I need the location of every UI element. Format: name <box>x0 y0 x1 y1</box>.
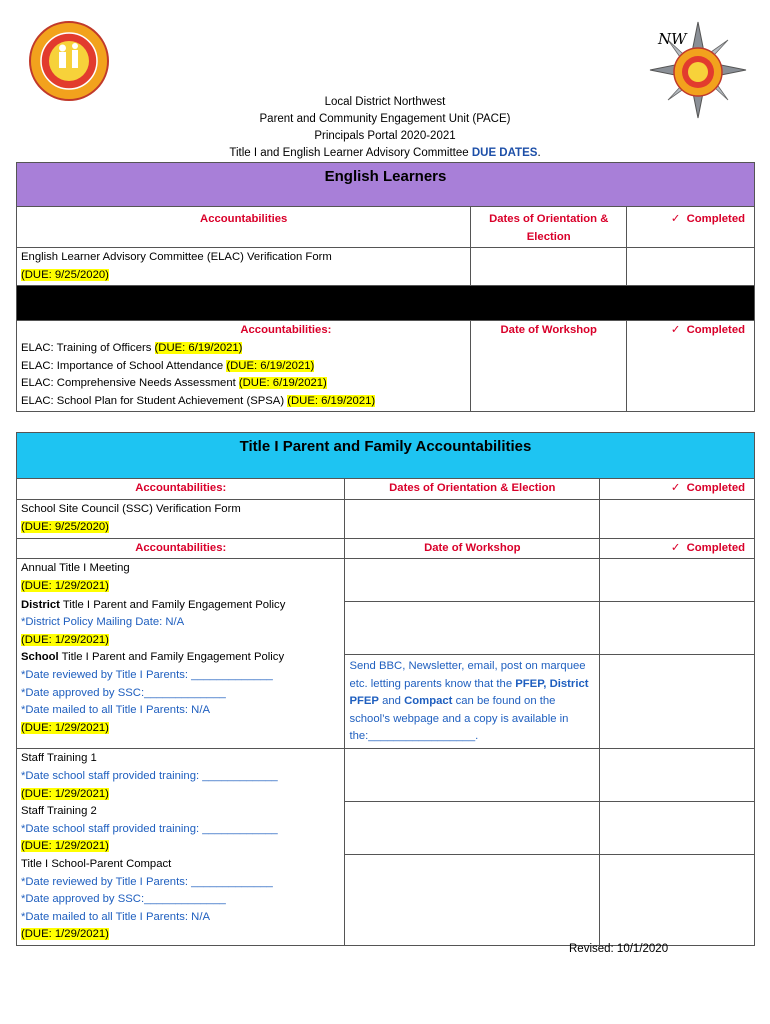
ssc-form-due: (DUE: 9/25/2020) <box>21 521 109 534</box>
school-pfep-note-1: *Date reviewed by Title I Parents: _____________ <box>21 668 273 681</box>
t1-accountabilities-header-2: Accountabilities: <box>17 539 344 560</box>
english-learners-table <box>16 162 755 412</box>
school-pfep-text: Title I Parent and Family Engagement Policy <box>58 651 285 664</box>
t1-workshop-dates-col <box>345 538 600 749</box>
send-note-c: and <box>378 695 405 708</box>
staff-training-2-date-cell[interactable] <box>345 802 599 855</box>
school-parent-compact: Title I School-Parent Compact <box>21 857 172 870</box>
lausd-board-of-education-seal-icon <box>28 20 110 102</box>
elac-item-4-due: (DUE: 6/19/2021) <box>287 394 376 407</box>
send-bbc-note <box>345 655 599 748</box>
school-pfep <box>21 649 340 667</box>
district-pfep-completed-cell[interactable] <box>600 602 754 655</box>
staff-training-2-completed-cell[interactable] <box>600 802 754 855</box>
black-divider-row <box>17 286 755 321</box>
header-line-4 <box>0 145 770 162</box>
district-pfep-due: (DUE: 1/29/2021) <box>21 633 109 646</box>
t1-dates-orientation-header: Dates of Orientation & Election <box>345 479 599 500</box>
elac-item-4-text: ELAC: School Plan for Student Achievement (SPSA) <box>21 394 288 407</box>
send-note-b2: Compact <box>404 695 453 708</box>
t1-completed-label: Completed <box>686 482 745 494</box>
t1-completed-col <box>600 479 755 539</box>
el-completed-label-2: Completed <box>686 324 745 337</box>
staff-training-2-due: (DUE: 1/29/2021) <box>21 840 109 853</box>
compact-note-1: *Date reviewed by Title I Parents: _____________ <box>21 875 273 888</box>
elac-item-1-text: ELAC: Training of Officers <box>21 341 155 354</box>
el-completed-header <box>627 207 755 248</box>
el-completed-header-2 <box>627 321 755 412</box>
compact-note-2: *Date approved by SSC:_____________ <box>21 893 226 906</box>
header-line-1: Local District Northwest <box>324 96 446 108</box>
staff-training-1-note: *Date school staff provided training: ____________ <box>21 770 278 782</box>
checkmark-icon: ✓ <box>670 213 681 225</box>
header-line-4-end: . <box>537 147 541 159</box>
t1-completed-header-2 <box>600 539 754 560</box>
english-learners-title: English Learners <box>17 163 755 207</box>
annual-meeting-completed-cell[interactable] <box>600 559 754 602</box>
header-line-4-text: Title I and English Learner Advisory Committee <box>229 147 472 159</box>
school-pfep-due: (DUE: 1/29/2021) <box>21 721 109 734</box>
ssc-completed-cell[interactable] <box>600 500 754 535</box>
ssc-date-cell[interactable] <box>345 500 599 535</box>
school-pfep-completed-cell[interactable] <box>600 655 754 735</box>
title-i-table <box>16 432 755 946</box>
district-pfep-bold: District <box>21 598 60 611</box>
elac-verification-date-cell[interactable] <box>471 248 627 286</box>
ssc-form: School Site Council (SSC) Verification Form <box>21 502 241 515</box>
district-policy-note: *District Policy Mailing Date: N/A <box>21 616 185 629</box>
send-note-b1: PFEP, District PFEP <box>349 677 589 708</box>
elac-item-1-due: (DUE: 6/19/2021) <box>154 341 243 354</box>
title-i-title: Title I Parent and Family Accountabilities <box>17 433 755 479</box>
t1-accountabilities-header: Accountabilities: <box>17 479 344 500</box>
trainings-date-col <box>345 749 600 946</box>
revised-date: Revised: 10/1/2020 <box>569 943 669 955</box>
checkmark-icon: ✓ <box>670 324 681 337</box>
staff-training-1-due: (DUE: 1/29/2021) <box>21 787 109 800</box>
school-pfep-bold: School <box>21 651 59 664</box>
annual-meeting-date-cell[interactable] <box>345 559 599 602</box>
compact-note-3: *Date mailed to all Title I Parents: N/A <box>21 910 210 923</box>
annual-meeting-due: (DUE: 1/29/2021) <box>21 579 109 592</box>
el-accountabilities-header: Accountabilities <box>17 207 471 248</box>
workshop-list-cell <box>17 538 345 749</box>
t1-completed-label-2: Completed <box>686 541 745 554</box>
district-pfep <box>21 597 340 615</box>
checkmark-icon: ✓ <box>670 541 681 554</box>
school-pfep-note-2: *Date approved by SSC:_____________ <box>21 686 226 699</box>
compact-date-cell[interactable] <box>345 855 599 941</box>
t1-workshop-completed-col <box>600 538 755 749</box>
el-date-workshop-header: Date of Workshop <box>471 321 627 412</box>
header-line-3: Principals Portal 2020-2021 <box>314 130 456 142</box>
elac-verification-row <box>17 248 471 286</box>
t1-completed-header <box>600 479 754 500</box>
elac-verification-form: English Learner Advisory Committee (ELAC) Verification Form <box>21 251 332 264</box>
compact-due: (DUE: 1/29/2021) <box>21 928 109 941</box>
due-dates-label: DUE DATES <box>471 147 538 159</box>
el-dates-orientation-header: Dates of Orientation & Election <box>471 207 627 248</box>
elac-item-2-due: (DUE: 6/19/2021) <box>226 359 315 372</box>
elac-verification-due: (DUE: 9/25/2020) <box>21 268 109 281</box>
elac-verification-completed-cell[interactable] <box>627 248 755 286</box>
elac-item-2 <box>21 358 466 376</box>
elac-item-3 <box>21 375 466 393</box>
elac-item-2-text: ELAC: Importance of School Attendance <box>21 359 227 372</box>
t1-date-workshop-header: Date of Workshop <box>345 539 599 560</box>
checkmark-icon: ✓ <box>670 482 681 494</box>
el-accountabilities-header-2: Accountabilities: <box>240 324 332 337</box>
elac-workshops-cell <box>17 321 471 412</box>
trainings-completed-col <box>600 749 755 946</box>
t1-dates-col <box>345 479 600 539</box>
staff-training-2-note: *Date school staff provided training: ____________ <box>21 822 278 835</box>
elac-item-1 <box>21 340 466 358</box>
send-note-d: can be found on the school’s webpage and a copy is available in the:_________________. <box>349 695 569 742</box>
district-pfep-text: Title I Parent and Family Engagement Policy <box>59 598 286 611</box>
el-completed-label: Completed <box>686 213 745 225</box>
elac-item-3-text: ELAC: Comprehensive Needs Assessment <box>21 377 239 390</box>
staff-training-1-completed-cell[interactable] <box>600 749 754 802</box>
staff-training-2: Staff Training 2 <box>21 805 97 818</box>
annual-meeting: Annual Title I Meeting <box>21 562 130 575</box>
elac-item-4 <box>21 393 466 411</box>
trainings-cell <box>17 749 345 946</box>
ssc-cell <box>17 479 345 539</box>
nw-logo-text: NW <box>658 30 687 48</box>
compact-completed-cell[interactable] <box>600 855 754 941</box>
staff-training-1: Staff Training 1 <box>21 752 97 765</box>
header-line-2: Parent and Community Engagement Unit (PACE) <box>259 113 511 125</box>
district-pfep-date-cell[interactable] <box>345 602 599 655</box>
send-note-a: Send BBC, Newsletter, email, post on marquee etc. letting parents know that the <box>349 660 586 690</box>
staff-training-1-date-cell[interactable] <box>345 749 599 802</box>
school-pfep-note-3: *Date mailed to all Title I Parents: N/A <box>21 704 210 717</box>
elac-item-3-due: (DUE: 6/19/2021) <box>238 377 327 390</box>
